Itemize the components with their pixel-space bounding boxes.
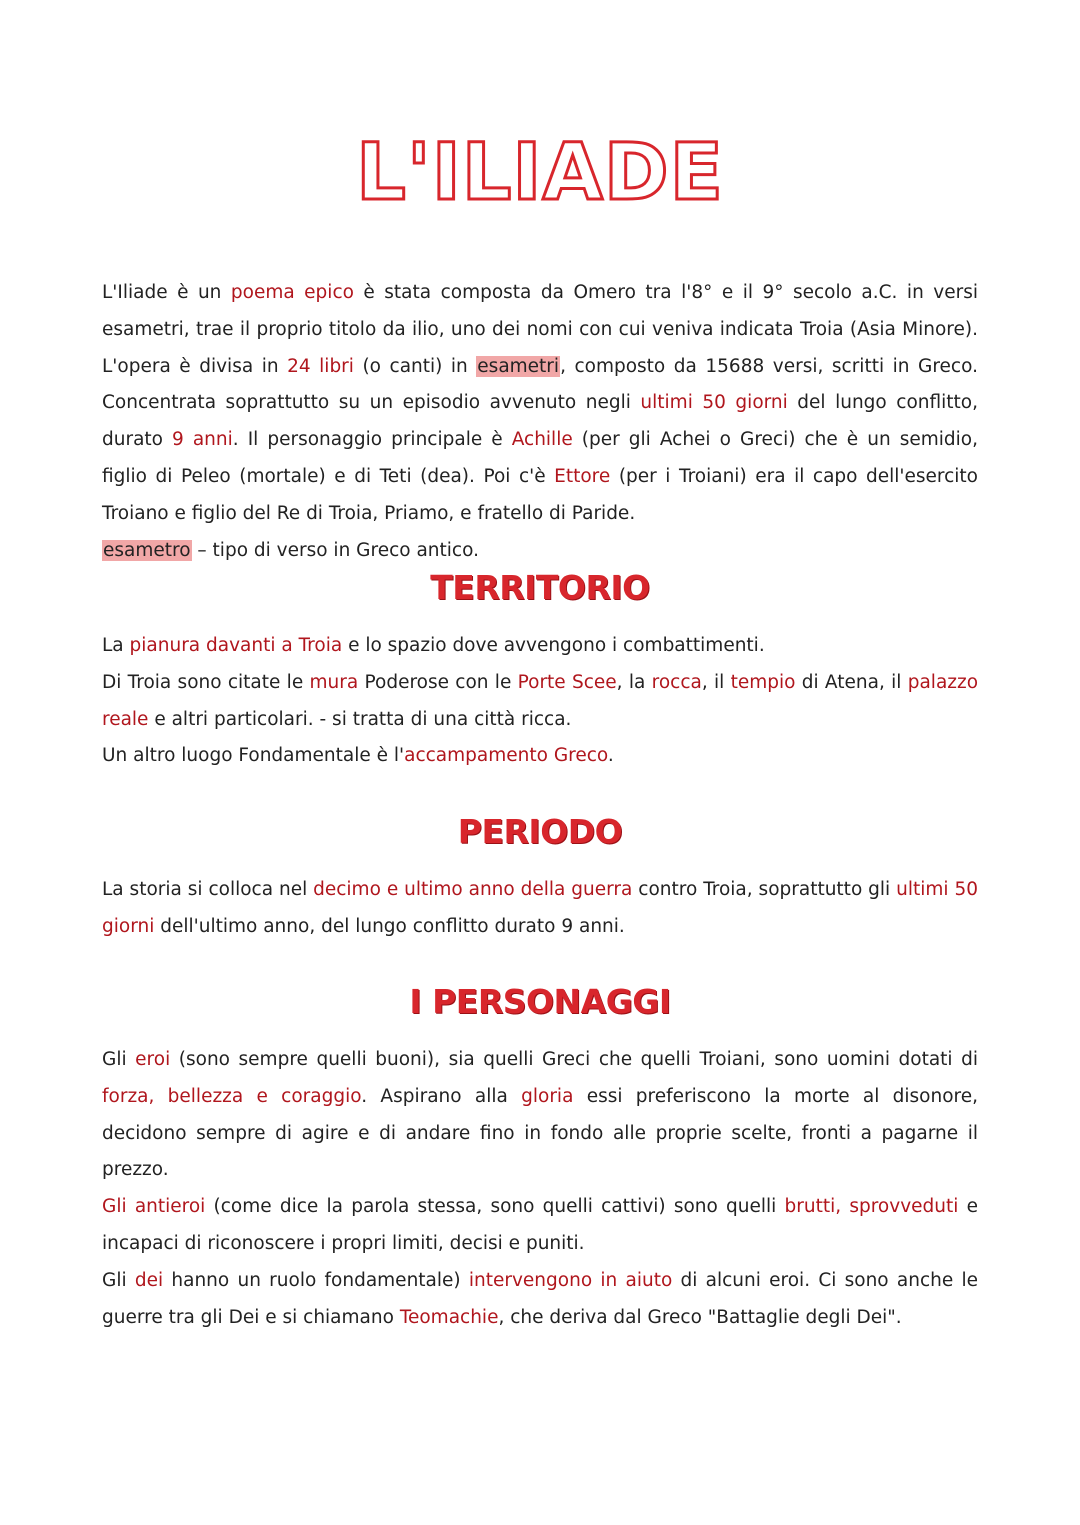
term-achille: Achille <box>511 429 573 451</box>
text: . Il personaggio principale è <box>232 429 512 451</box>
text: contro Troia, soprattutto gli <box>632 879 897 900</box>
term-accampamento-greco: accampamento Greco <box>404 745 608 767</box>
text: , composto da 15688 versi, scritti in Greco. Concentrata soprattutto su un episodio avvenuto negli <box>102 355 978 414</box>
term-tempio: tempio <box>730 671 796 693</box>
periodo-paragraph <box>102 872 978 946</box>
text: (per i Troiani) era il capo dell'esercito Troiano e figlio del Re di Troia, Priamo, e fratello di Paride. <box>102 465 979 524</box>
text: L'Iliade è un <box>102 282 231 303</box>
term-porte-scee: Porte Scee <box>517 671 617 693</box>
text: Gli <box>102 1049 136 1070</box>
text: hanno un ruolo fondamentale) <box>163 1269 469 1291</box>
term-rocca: rocca <box>651 671 702 693</box>
heading-personaggi: I PERSONAGGI <box>409 982 671 1021</box>
text: Gli <box>102 1269 135 1291</box>
text: dell'ultimo anno, del lungo conflitto durato 9 anni. <box>154 915 625 937</box>
territorio-line-1 <box>102 628 978 665</box>
term-gloria: gloria <box>521 1085 574 1107</box>
term-9-anni: 9 anni <box>172 429 233 451</box>
page-title: L'ILIADE <box>356 128 724 218</box>
text: del lungo conflitto, durato <box>102 392 978 451</box>
text: – tipo di verso in Greco antico. <box>191 539 479 561</box>
personaggi-dei <box>102 1263 978 1337</box>
text: , il <box>701 671 731 693</box>
heading-periodo: PERIODO <box>457 812 623 851</box>
term-intervengono-in-aiuto: intervengono in aiuto <box>468 1269 673 1291</box>
territorio-line-3 <box>102 738 978 775</box>
text: (o canti) in <box>353 355 477 377</box>
text: di alcuni eroi. Ci sono anche le guerre tra gli Dei e si chiamano <box>102 1269 978 1328</box>
text: Un altro luogo Fondamentale è l' <box>102 745 405 767</box>
term-mura: mura <box>309 671 359 693</box>
text: di Atena, il <box>795 671 908 693</box>
term-palazzo-reale: palazzo reale <box>102 671 979 730</box>
intro-paragraph <box>102 275 978 533</box>
term-teomachie: Teomachie <box>399 1306 499 1328</box>
text: La <box>102 635 130 656</box>
territorio-line-2 <box>102 665 978 739</box>
text: e altri particolari. - si tratta di una città ricca. <box>148 708 572 730</box>
text: . Aspirano alla <box>361 1085 522 1107</box>
text: essi preferiscono la morte al disonore, decidono sempre di agire e di andare fino in fondo alle proprie scelte, fronti a pagarne il prezzo. <box>102 1085 978 1181</box>
term-ultimi-50-giorni: ultimi 50 giorni <box>640 392 788 414</box>
term-dei: dei <box>134 1269 164 1291</box>
text: Poderose con le <box>358 671 518 693</box>
term-forza-bellezza-coraggio: forza, bellezza e coraggio <box>102 1085 362 1107</box>
definition-line <box>102 533 978 570</box>
highlight-esametri: esametri <box>477 355 560 377</box>
text: e incapaci di riconoscere i propri limiti, decisi e puniti. <box>102 1196 978 1254</box>
term-brutti-sprovveduti: brutti, sprovveduti <box>784 1196 959 1218</box>
personaggi-antieroi <box>102 1189 978 1263</box>
highlight-esametro: esametro <box>103 539 191 561</box>
text: , la <box>616 671 652 693</box>
text: . <box>607 745 614 767</box>
term-antieroi: Gli antieroi <box>102 1196 206 1218</box>
text: La storia si colloca nel <box>102 879 314 900</box>
personaggi-section <box>102 1042 978 1336</box>
heading-territorio: TERRITORIO <box>430 568 650 607</box>
term-eroi: eroi <box>135 1049 171 1070</box>
text: , che deriva dal Greco "Battaglie degli Dei". <box>498 1306 902 1328</box>
personaggi-eroi <box>102 1042 978 1189</box>
intro-section <box>102 275 978 569</box>
text: e lo spazio dove avvengono i combattimenti. <box>342 635 765 656</box>
text: (come dice la parola stessa, sono quelli cattivi) sono quelli <box>205 1196 785 1218</box>
text: è stata composta da Omero tra l'8° e il 9° secolo a.C. in versi esametri, trae il proprio titolo da ilio, uno dei nomi con cui veniva indicata Troia (Asia Minore). L'opera è divisa in <box>102 282 978 377</box>
term-decimo-anno: decimo e ultimo anno della guerra <box>313 879 633 900</box>
periodo-section <box>102 872 978 946</box>
term-poema-epico: poema epico <box>230 282 354 303</box>
term-pianura: pianura davanti a Troia <box>129 635 343 656</box>
text: (sono sempre quelli buoni), sia quelli Greci che quelli Troiani, sono uomini dotati di <box>170 1049 978 1070</box>
text: (per gli Achei o Greci) che è un semidio, figlio di Peleo (mortale) e di Teti (dea). Poi c'è <box>102 429 978 487</box>
term-24-libri: 24 libri <box>287 355 354 377</box>
territorio-section <box>102 628 978 775</box>
text: Di Troia sono citate le <box>102 671 310 693</box>
term-ettore: Ettore <box>554 465 611 487</box>
term-ultimi-50-giorni: ultimi 50 giorni <box>102 879 978 937</box>
